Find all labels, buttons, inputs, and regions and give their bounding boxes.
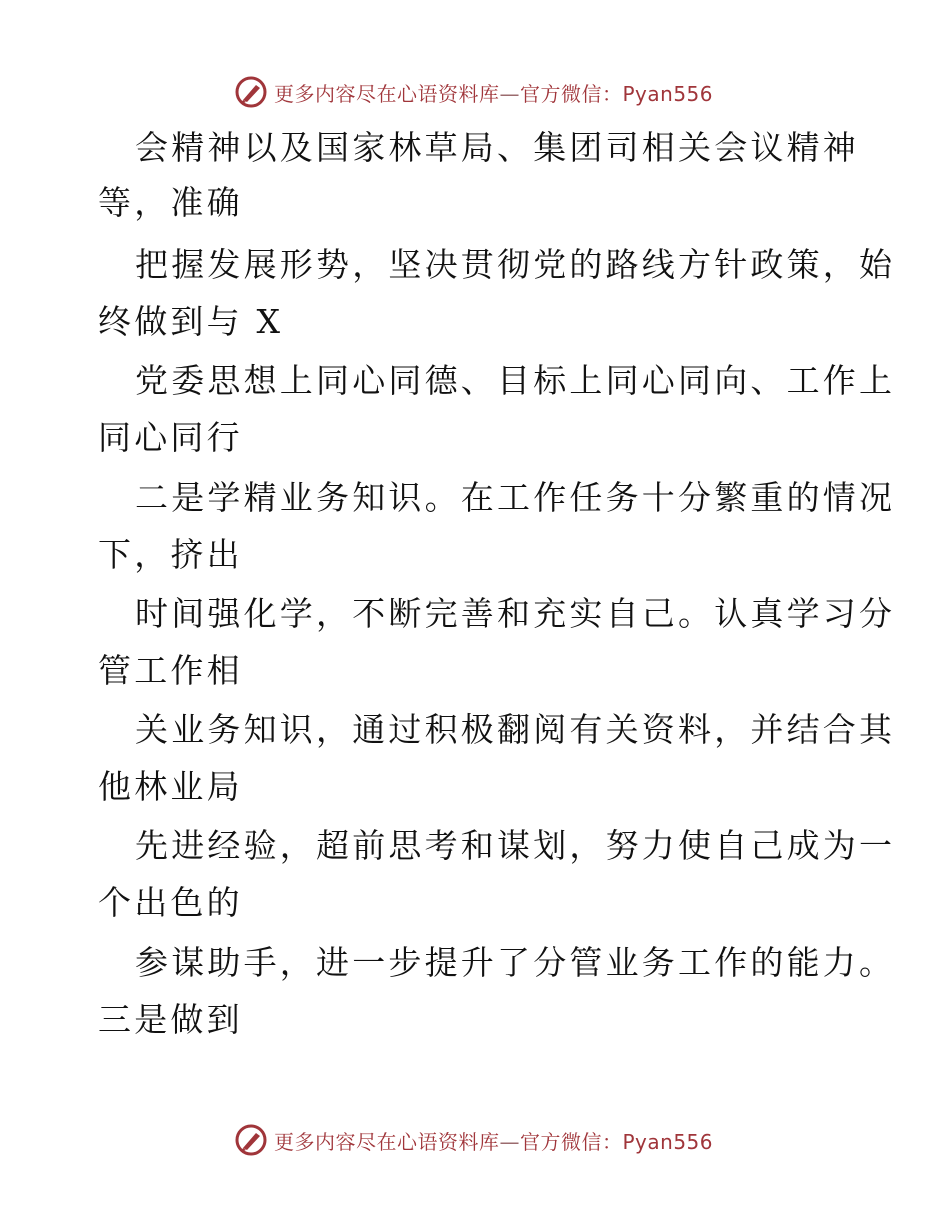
footer-separator: — xyxy=(499,1129,520,1154)
header-banner xyxy=(0,72,950,112)
text-line: 把握发展形势，坚决贯彻党的路线方针政策，始 xyxy=(135,245,896,284)
footer-text xyxy=(274,1126,713,1155)
text-line: 下，挤出 xyxy=(98,535,243,574)
text-line: 先进经验，超前思考和谋划，努力使自己成为一 xyxy=(135,826,896,865)
text-line: 终做到与 X xyxy=(98,302,284,341)
text-line: 会精神以及国家林草局、集团司相关会议精神 xyxy=(135,128,859,167)
footer-brand: 更多内容尽在心语资料库 xyxy=(274,1129,500,1154)
text-line: 三是做到 xyxy=(98,1000,243,1039)
pen-logo-icon xyxy=(234,1123,268,1157)
text-line: 同心同行 xyxy=(98,418,243,457)
pen-logo-icon xyxy=(234,75,268,109)
footer-suffix: 官方微信：Pyan556 xyxy=(520,1129,714,1154)
text-line: 时间强化学，不断完善和充实自己。认真学习分 xyxy=(135,594,896,633)
text-line: 他林业局 xyxy=(98,767,243,806)
header-brand: 更多内容尽在心语资料库 xyxy=(274,81,500,106)
footer-banner xyxy=(0,1120,950,1160)
text-line: 二是学精业务知识。在工作任务十分繁重的情况 xyxy=(135,478,896,517)
header-text xyxy=(274,78,713,107)
header-suffix: 官方微信：Pyan556 xyxy=(520,81,714,106)
text-line: 关业务知识，通过积极翻阅有关资料，并结合其 xyxy=(135,710,896,749)
text-line: 党委思想上同心同德、目标上同心同向、工作上 xyxy=(135,361,896,400)
text-line: 个出色的 xyxy=(98,883,243,922)
text-line: 参谋助手，进一步提升了分管业务工作的能力。 xyxy=(135,943,896,982)
header-separator: — xyxy=(499,81,520,106)
text-line: 管工作相 xyxy=(98,651,243,690)
text-line: 等，准确 xyxy=(98,183,243,222)
